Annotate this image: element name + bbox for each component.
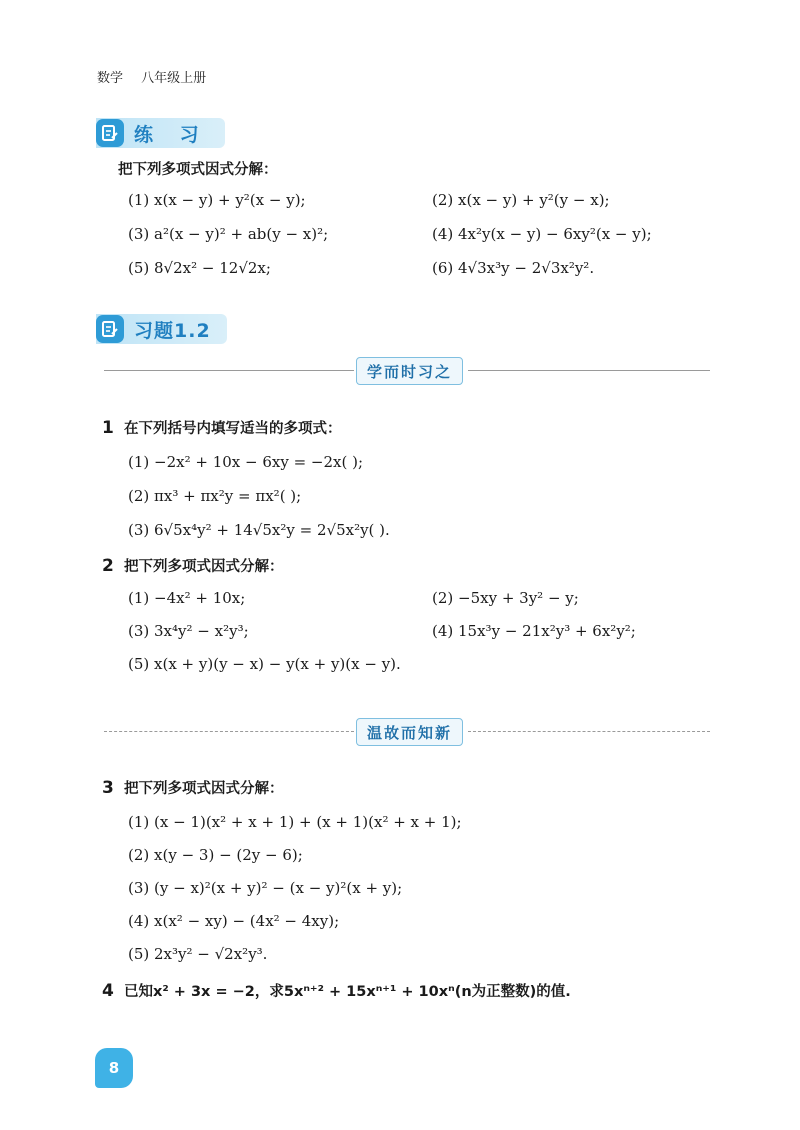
question-4-prompt: 4 已知x² + 3x = −2，求5xⁿ⁺² + 15xⁿ⁺¹ + 10xⁿ(n为正整数)的值. (102, 981, 571, 1001)
header-subject: 数学 (97, 71, 124, 86)
exercise-instruction: 把下列多项式因式分解： (118, 162, 278, 178)
exercise-section-badge (96, 118, 225, 148)
question-number: 2 (102, 556, 114, 576)
question-2-item: (1) −4x² + 10x; (128, 589, 246, 607)
question-3-item: (1) (x − 1)(x² + x + 1) + (x + 1)(x² + x + 1); (128, 813, 462, 831)
question-1-prompt: 1 在下列括号内填写适当的多项式： (102, 418, 342, 438)
question-2-item: (3) 3x⁴y² − x²y³; (128, 622, 249, 640)
question-3-item: (2) x(y − 3) − (2y − 6); (128, 846, 303, 864)
pencil-note-icon (96, 315, 124, 343)
question-3-prompt: 3 把下列多项式因式分解： (102, 778, 284, 798)
question-1-item: (1) −2x² + 10x − 6xy = −2x( ); (128, 453, 364, 471)
section-tag-recall: 温故而知新 (356, 718, 463, 746)
question-2-item: (5) x(x + y)(y − x) − y(x + y)(x − y). (128, 655, 401, 673)
problem-set-title: 习题1.2 (134, 319, 211, 342)
question-number: 4 (102, 981, 114, 1001)
exercise-item: (5) 8√2x² − 12√2x; (128, 259, 271, 277)
exercise-item: (2) x(x − y) + y²(y − x); (432, 191, 610, 209)
question-number: 3 (102, 778, 114, 798)
problem-set-badge (96, 314, 227, 344)
pencil-note-icon (96, 119, 124, 147)
header-grade: 八年级上册 (141, 71, 207, 86)
divider-left (104, 370, 354, 371)
exercise-item: (4) 4x²y(x − y) − 6xy²(x − y); (432, 225, 652, 243)
question-2-item: (4) 15x³y − 21x²y³ + 6x²y²; (432, 622, 636, 640)
question-1-item: (3) 6√5x⁴y² + 14√5x²y = 2√5x²y( ). (128, 521, 390, 539)
question-3-item: (4) x(x² − xy) − (4x² − 4xy); (128, 912, 340, 930)
exercise-item: (3) a²(x − y)² + ab(y − x)²; (128, 225, 329, 243)
running-header (97, 67, 206, 86)
question-2-item: (2) −5xy + 3y² − y; (432, 589, 579, 607)
exercise-section-title: 练 习 (134, 123, 209, 146)
divider-right (468, 370, 710, 371)
divider-right (468, 731, 710, 732)
question-2-prompt: 2 把下列多项式因式分解： (102, 556, 284, 576)
page-number: 8 (95, 1048, 133, 1088)
section-tag-review: 学而时习之 (356, 357, 463, 385)
question-1-item: (2) πx³ + πx²y = πx²( ); (128, 487, 302, 505)
question-3-item: (5) 2x³y² − √2x²y³. (128, 945, 268, 963)
exercise-item: (1) x(x − y) + y²(x − y); (128, 191, 306, 209)
exercise-item: (6) 4√3x³y − 2√3x²y². (432, 259, 595, 277)
question-number: 1 (102, 418, 114, 438)
divider-left (104, 731, 354, 732)
question-3-item: (3) (y − x)²(x + y)² − (x − y)²(x + y); (128, 879, 403, 897)
